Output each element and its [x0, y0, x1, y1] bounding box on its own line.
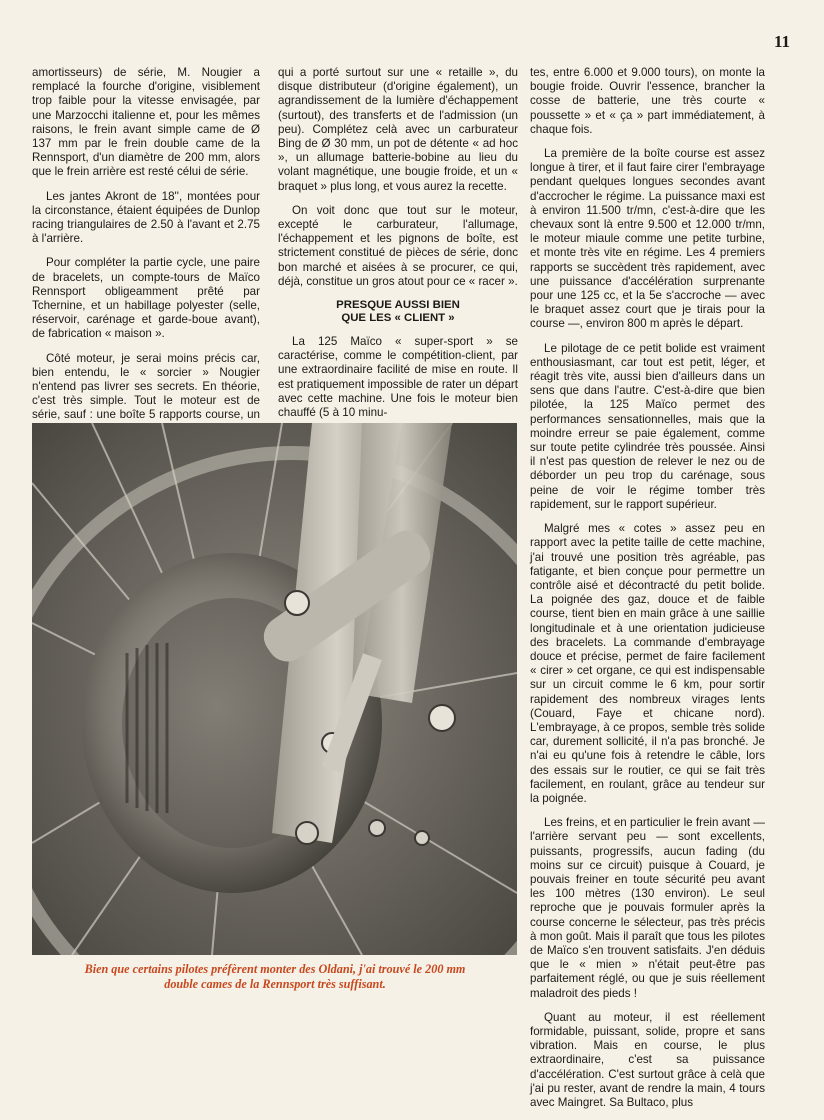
section-heading [278, 299, 518, 325]
paragraph: On voit donc que tout sur le moteur, excepté le carburateur, l'allumage, l'échappement et les pignons de boîte, est strictement constitué de pièces de série, donc bon marché et aisées à se procurer, ce qui, déjà, constitue un gros atout pour ce « racer ». [278, 203, 518, 288]
caption-line: double cames de la Rennsport très suffisant. [164, 977, 386, 991]
paragraph: Malgré mes « cotes » assez peu en rapport avec la petite taille de cette machine, j'ai trouvé une position très agréable, pas fatigante, et bien conçue pour permettre un contrôle aisé et décontracté du petit bolide. La poignée des gaz, douce et de faible course, tient bien en main grâce à une saillie longitudinale et à une orientation judicieuse des bracelets. La commande d'embrayage douce et précise, permet de faire facilement « cirer » cet organe, ce qui est indispensable sur un circuit comme le 6 km, pour sortir rapidement des nombreux virages lents (Couard, Faye et chicane nord). L'embrayage, à ce propos, semble très solide car, durement sollicité, il n'a pas bronché. Je n'ai eu qu'une fois à retendre le câble, lors des essais sur le routier, ce qui se fait très facilement, en roulant, grâce au tendeur sur la poignée. [530, 522, 765, 805]
paragraph: amortisseurs) de série, M. Nougier a remplacé la fourche d'origine, visiblement trop faible pour la vitesse envisagée, par une Marzocchi italienne et, pour les mêmes raisons, le frein avant simple came de Ø 137 mm par le frein double came de la Rennsport, d'un diamètre de 200 mm, alors que le frein arrière est resté célui de série. [32, 66, 260, 179]
paragraph: qui a porté surtout sur une « retaille », du disque distributeur (d'origine également), un agrandissement de la lumière d'échappement (surtout), des transferts et de l'admission (un peu). Complétez celà avec un carburateur Bing de Ø 30 mm, un pot de détente « ad hoc », un allumage batterie-bobine au lieu du volant magnétique, une bougie froide, et un « braquet » plus long, et vous aurez la recette. [278, 66, 518, 193]
paragraph: Quant au moteur, il est réellement formidable, puissant, solide, propre et sans vibration. Mais en course, le plus extraordinaire, c'est sa puissance d'accélération. C'est surtout grâce à celà que j'ai pu rester, avant de rendre la main, 4 tours avec Maingret. Sa Bultaco, plus [530, 1010, 765, 1110]
section-heading-line: PRESQUE AUSSI BIEN [336, 299, 460, 312]
paragraph: Le pilotage de ce petit bolide est vraiment enthousiasmant, car tout est petit, léger, et réagit très vite, aussi bien d'ailleurs dans un sens que dans l'autre. C'est-à-dire que bien pilotée, la 125 Maïco permet des performances sensationnelles, mais que la moindre erreur se paie également, comme sur toute petite cylindrée très poussée. Ainsi il n'est pas question de relever le nez ou de déborder un peu trop du carénage, sous peine de voir le régime tomber très rapidement, sur le rapport supérieur. [530, 341, 765, 511]
paragraph: La 125 Maïco « super-sport » se caractérise, comme le compétition-client, par une extraordinaire facilité de mise en route. Il est pratiquement impossible de rater un départ avec cette machine. Une fois le moteur bien chauffé (5 à 10 minu- [278, 335, 518, 420]
photo-caption [20, 962, 530, 992]
column-2 [278, 66, 518, 430]
section-heading-line: QUE LES « CLIENT » [341, 312, 455, 325]
paragraph: Les freins, et en particulier le frein avant — l'arrière servant peu — sont excellents, puissants, progressifs, aucun fading (du moins sur ce circuit) puisque à Couard, je pouvais freiner en toute sécurité peu avant les 100 mètres (130 environ). Le seul reproche que je pouvais formuler après la course concerne le sélecteur, pas très précis à mon goût. Mais il paraît que tous les pilotes de Maïco s'en trouvent satisfaits. J'en déduis que le « mien » n'était peut-être pas parfaitement réglé, ou que je suis réellement maladroit des pieds ! [530, 816, 765, 1000]
column-1 [32, 66, 260, 475]
caption-line: Bien que certains pilotes préfèrent monter des Oldani, j'ai trouvé le 200 mm [84, 962, 466, 976]
paragraph: La première de la boîte course est assez longue à tirer, et il faut faire cirer l'embrayage pendant quelques longues secondes avant d'accrocher le régime. La puissance maxi est à environ 11.500 tr/mn, c'est-à-dire que les chevaux sont là entre 9.500 et 12.000 tr/mn, le moteur miaule comme une petite turbine, et monte très vite en régime. Les 4 premiers rapports se succèdent très rapidement, avec une puissance d'accélération surprenante pour une 125 cc, et la 5e s'accroche — avec le braquet assez court que je tirais pour la course —, environ 800 m après le départ. [530, 147, 765, 331]
paragraph: tes, entre 6.000 et 9.000 tours), on monte la bougie froide. Ouvrir l'essence, brancher la cosse de batterie, une très courte « poussette » et « ça » part immédiatement, à chaque fois. [530, 66, 765, 136]
motorcycle-brake-photo [32, 423, 517, 955]
paragraph: Les jantes Akront de 18'', montées pour la circonstance, étaient équipées de Dunlop racing triangulaires de 2.50 à l'avant et 2.75 à l'arrière. [32, 189, 260, 246]
page-number: 11 [773, 32, 790, 51]
paragraph: Côté moteur, je serai moins précis car, bien entendu, le « sorcier » Nougier n'entend pas livrer ses secrets. En théorie, c'est très simple. Tout le moteur est de série, sauf : une boîte 5 rapports course, un [32, 351, 260, 422]
column-3 [530, 66, 765, 1120]
paragraph: Pour compléter la partie cycle, une paire de bracelets, un compte-tours de Maïco Rennsport obligeamment prêté par Tchernine, et un habillage polyester (selle, réservoir, carénage et garde-boue avant), de fabrication « maison ». [32, 256, 260, 341]
